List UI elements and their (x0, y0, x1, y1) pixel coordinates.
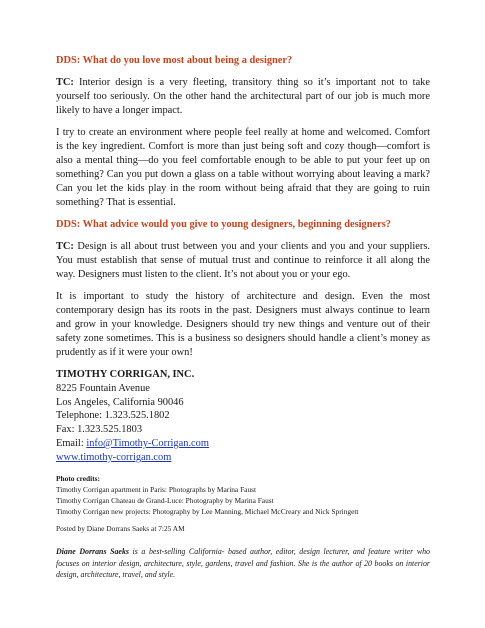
document-page (56, 54, 430, 580)
posted-by: Posted by Diane Dorrans Saeks at 7:25 AM (56, 524, 185, 534)
paragraph-comfort: I try to create an environment where people feel really at home and welcomed. Comfort is the key ingredient. Comfort is more than just being soft and cozy though—comfort is also a mental thing—do you feel comfortable enough to be able to put your feet up on something? Can you put down a glass on a table without worrying about leaving a mark? Can you let the kids play in the room without being afraid that they are going to ruin something? That is essential. (56, 127, 430, 208)
photo-credit-line: Timothy Corrigan apartment in Paris: Photographs by Marina Faust (56, 484, 257, 494)
fax: Fax: 1.323.525.1803 (56, 424, 143, 436)
author-bio (56, 546, 430, 580)
question-2: DDS: What advice would you give to young designers, beginning designers? (56, 219, 391, 230)
answer-1-text: Interior design is a very fleeting, transitory thing so it’s important not to take yourself too seriously. On the other hand the architectural part of our job is much more likely to have a longer impact. (56, 77, 430, 116)
email-label: Email: (56, 437, 87, 449)
question-1: DDS: What do you love most about being a designer? (56, 55, 293, 66)
telephone: Telephone: 1.323.525.1802 (56, 410, 170, 422)
answer-1-label: TC: (56, 77, 74, 88)
email-line (56, 437, 430, 451)
photo-credits-heading: Photo credits: (56, 473, 100, 483)
website-line (56, 451, 430, 465)
answer-2-text: Design is all about trust between you and your clients and you and your suppliers. You must establish that sense of mutual trust and continue to reinforce it all along the way. Designers must listen to the client. It’s not about you or your ego. (56, 241, 430, 280)
author-name: Diane Dorrans Saeks (56, 547, 129, 557)
answer-2 (56, 240, 430, 282)
company-name: TIMOTHY CORRIGAN, INC. (56, 369, 195, 380)
street-address: 8225 Fountain Avenue (56, 382, 150, 394)
email-link[interactable]: info@Timothy-Corrigan.com (86, 437, 209, 449)
photo-credit-line: Timothy Corrigan Chateau de Grand-Luce: Photography by Marina Faust (56, 495, 274, 505)
author-bio-text: is a best-selling California- based author, editor, design lecturer, and feature writer who focuses on interior design, architecture, style, gardens, travel and fashion. She is the author of 20 books on interior design, architecture, travel, and style. (56, 547, 430, 579)
city-address: Los Angeles, California 90046 (56, 396, 184, 408)
paragraph-history: It is important to study the history of architecture and design. Even the most contemporary design has its roots in the past. Designers must always continue to learn and grow in your knowledge. Designers should try new things and venture out of their safety zone sometimes. This is a business so designers should handle a client’s money as prudently as if it were your own! (56, 291, 430, 358)
photo-credits (56, 473, 430, 518)
answer-1 (56, 76, 430, 118)
website-link[interactable]: www.timothy-corrigan.com (56, 451, 172, 463)
answer-2-label: TC: (56, 241, 74, 252)
contact-block (56, 368, 430, 465)
photo-credit-line: Timothy Corrigan new projects: Photography by Lee Manning, Michael McCreary and Nick Springett (56, 507, 359, 517)
